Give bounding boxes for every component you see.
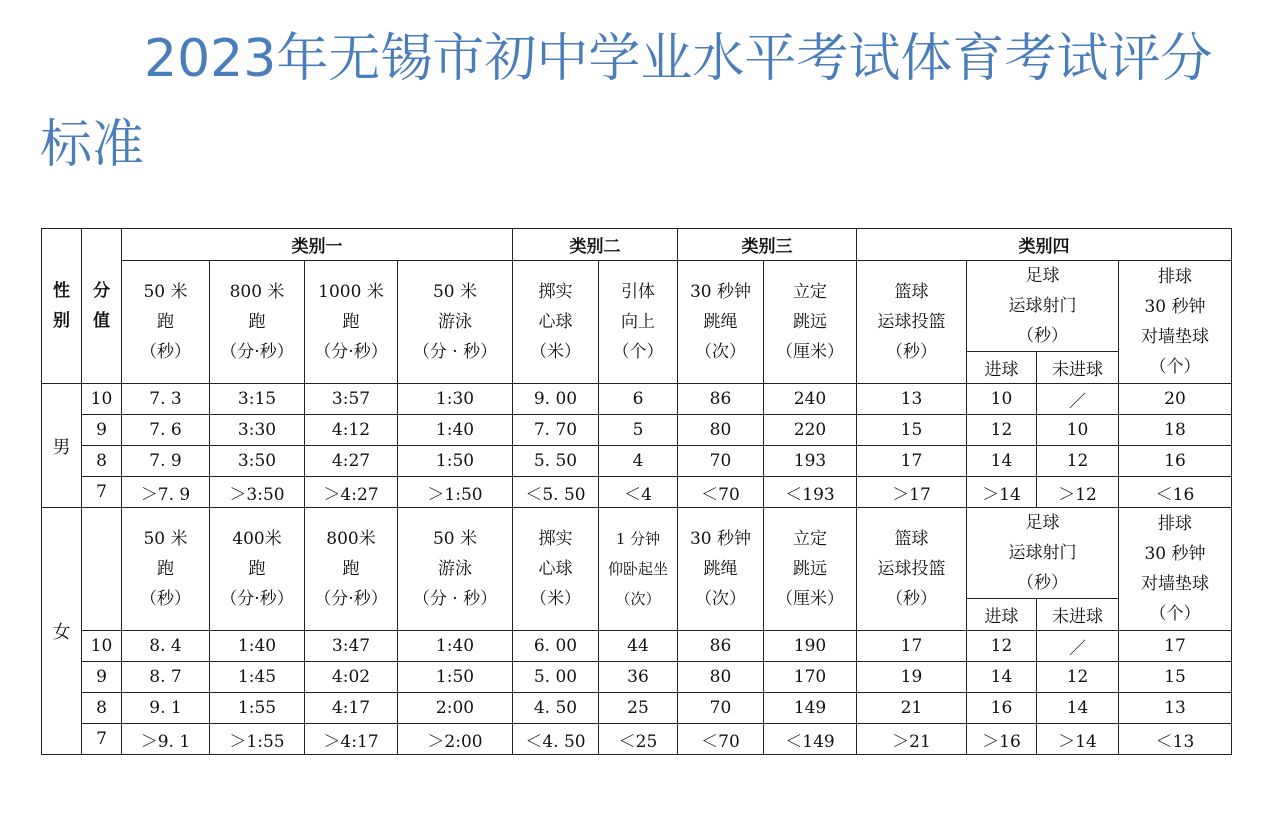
female-header-50m-swim [398, 508, 513, 631]
cell: 20 [1119, 384, 1232, 415]
cell: 1:40 [398, 631, 513, 662]
cell: 17 [1119, 631, 1232, 662]
hl: （秒） [886, 589, 937, 609]
cell: 7 [82, 724, 122, 755]
hl: 30 秒钟 [689, 529, 752, 549]
cell: 1:45 [210, 662, 305, 693]
category-2-header: 类别二 [513, 229, 678, 261]
cell: 8. 4 [122, 631, 210, 662]
hl: （分 · 秒） [412, 589, 498, 609]
hl: （厘米） [776, 342, 844, 362]
cell: ＞4:27 [305, 477, 398, 508]
hl: 运球射门 [1008, 296, 1077, 316]
cell: 4:12 [305, 415, 398, 446]
cell: ＜13 [1119, 724, 1232, 755]
cell: 80 [678, 662, 764, 693]
cell: 3:15 [210, 384, 305, 415]
cell: 220 [764, 415, 857, 446]
male-header-pull-up [599, 261, 678, 384]
hl: （分·秒） [314, 589, 388, 609]
hl: 掷实 [538, 529, 573, 549]
hl: （厘米） [776, 589, 844, 609]
cell: ＜70 [678, 724, 764, 755]
female-row-9 [42, 662, 1232, 693]
hl: （分 · 秒） [412, 342, 498, 362]
cell: ＞3:50 [210, 477, 305, 508]
cell: 7. 9 [122, 446, 210, 477]
female-header-50m-run [122, 508, 210, 631]
hl: 400米 [232, 529, 282, 549]
female-header-rope-skip [678, 508, 764, 631]
hl: 跳远 [793, 312, 827, 332]
cell: 70 [678, 693, 764, 724]
hl: 篮球 [894, 282, 929, 302]
cell: 240 [764, 384, 857, 415]
hl: （秒） [1017, 326, 1068, 346]
cell: ＜149 [764, 724, 857, 755]
cell: ＜4. 50 [513, 724, 599, 755]
hl: 排球 [1158, 514, 1192, 534]
header-score-2: 值 [93, 311, 110, 331]
cell: 7. 70 [513, 415, 599, 446]
header-gender-2: 别 [53, 311, 70, 331]
cell: 13 [857, 384, 967, 415]
hl: 游泳 [438, 559, 472, 579]
cell: 190 [764, 631, 857, 662]
cell: 5. 00 [513, 662, 599, 693]
cell: 86 [678, 631, 764, 662]
cell: 3:47 [305, 631, 398, 662]
hl: 30 秒钟 [689, 282, 752, 302]
cell: 14 [967, 446, 1037, 477]
header-score [82, 229, 122, 384]
female-header-sit-up [599, 508, 678, 631]
hl: 对墙垫球 [1141, 574, 1209, 594]
female-header-basketball [857, 508, 967, 631]
category-1-header: 类别一 [122, 229, 513, 261]
cell: 1:40 [398, 415, 513, 446]
hl: 心球 [538, 312, 573, 332]
hl: （秒） [886, 342, 937, 362]
hl: 50 米 [143, 282, 188, 302]
male-header-shot-ball [513, 261, 599, 384]
hl: 跑 [342, 312, 360, 332]
cell: 21 [857, 693, 967, 724]
cell: 13 [1119, 693, 1232, 724]
cell: ＞1:55 [210, 724, 305, 755]
cell: 9. 00 [513, 384, 599, 415]
hl: 跳绳 [703, 312, 738, 332]
hl: （米） [530, 589, 581, 609]
cell: ＜16 [1119, 477, 1232, 508]
cell: 1:50 [398, 662, 513, 693]
cell: ＞16 [967, 724, 1037, 755]
hl: 跑 [342, 559, 360, 579]
cell: ／ [1037, 384, 1119, 415]
cell: 12 [967, 631, 1037, 662]
hl: （分·秒） [314, 342, 388, 362]
cell: ＜4 [599, 477, 678, 508]
cell: 7 [82, 477, 122, 508]
gender-female: 女 [42, 508, 82, 755]
male-header-50m-run [122, 261, 210, 384]
cell: ＞14 [967, 477, 1037, 508]
cell: ＞2:00 [398, 724, 513, 755]
cell: 10 [82, 631, 122, 662]
cell: 7. 3 [122, 384, 210, 415]
cell: 18 [1119, 415, 1232, 446]
hl: 1 分钟 [615, 530, 661, 548]
hl: 掷实 [538, 282, 573, 302]
cell: 15 [1119, 662, 1232, 693]
hl: 向上 [621, 312, 655, 332]
hl: 800 米 [229, 282, 285, 302]
hl: 运球射门 [1008, 543, 1077, 563]
cell: 80 [678, 415, 764, 446]
female-row-7 [42, 724, 1232, 755]
cell: 5. 50 [513, 446, 599, 477]
hl: 心球 [538, 559, 573, 579]
male-header-rope-skip [678, 261, 764, 384]
female-header-football [967, 508, 1119, 599]
male-header-1000m-run [305, 261, 398, 384]
cell: 6 [599, 384, 678, 415]
header-score-1: 分 [93, 281, 110, 301]
cell: 10 [967, 384, 1037, 415]
cell: ＞17 [857, 477, 967, 508]
cell: 8 [82, 693, 122, 724]
hl: 跑 [248, 312, 266, 332]
hl: （个） [612, 342, 664, 362]
hl: （秒） [140, 342, 191, 362]
hl: 足球 [1025, 266, 1060, 286]
hl: （秒） [140, 589, 191, 609]
cell: 1:30 [398, 384, 513, 415]
cell: 16 [967, 693, 1037, 724]
cell: ＜193 [764, 477, 857, 508]
hl: 运球投篮 [877, 312, 946, 332]
cell: ＞21 [857, 724, 967, 755]
hl: 对墙垫球 [1141, 327, 1209, 347]
cell: 9 [82, 415, 122, 446]
cell: 19 [857, 662, 967, 693]
cell: ＜25 [599, 724, 678, 755]
cell: 5 [599, 415, 678, 446]
male-football-goal: 进球 [967, 352, 1037, 384]
cell: 14 [967, 662, 1037, 693]
cell: 15 [857, 415, 967, 446]
cell: 170 [764, 662, 857, 693]
male-row-7 [42, 477, 1232, 508]
cell: 44 [599, 631, 678, 662]
header-gender [42, 229, 82, 384]
cell: 193 [764, 446, 857, 477]
category-3-header: 类别三 [678, 229, 857, 261]
cell: ／ [1037, 631, 1119, 662]
cell: 12 [1037, 446, 1119, 477]
hl: （分·秒） [220, 589, 294, 609]
female-header-shot-ball [513, 508, 599, 631]
cell: 8 [82, 446, 122, 477]
cell: 8. 7 [122, 662, 210, 693]
cell: ＜5. 50 [513, 477, 599, 508]
cell: ＞12 [1037, 477, 1119, 508]
hl: （次） [695, 589, 746, 609]
female-football-miss: 未进球 [1037, 599, 1119, 631]
scoring-table [41, 228, 1232, 755]
cell: 17 [857, 631, 967, 662]
cell: 4:17 [305, 693, 398, 724]
cell: 149 [764, 693, 857, 724]
male-header-football [967, 261, 1119, 352]
cell: 1:40 [210, 631, 305, 662]
hl: （分·秒） [220, 342, 294, 362]
hl: 立定 [793, 529, 827, 549]
hl: （米） [530, 342, 581, 362]
cell: 9 [82, 662, 122, 693]
hl: 30 秒钟 [1144, 544, 1206, 564]
cell: 3:30 [210, 415, 305, 446]
hl: 引体 [621, 282, 655, 302]
gender-male: 男 [42, 384, 82, 508]
male-header-volleyball [1119, 261, 1232, 384]
hl: 跑 [157, 559, 174, 579]
cell: 86 [678, 384, 764, 415]
cell: 25 [599, 693, 678, 724]
cell: 4. 50 [513, 693, 599, 724]
hl: 运球投篮 [877, 559, 946, 579]
page-title: 2023年无锡市初中学业水平考试体育考试评分标准 [40, 29, 1213, 175]
hl: 排球 [1158, 267, 1192, 287]
female-row-10 [42, 631, 1232, 662]
male-header-long-jump [764, 261, 857, 384]
hl: 800米 [326, 529, 376, 549]
cell: ＞14 [1037, 724, 1119, 755]
cell: ＞7. 9 [122, 477, 210, 508]
hl: 50 米 [143, 529, 188, 549]
hl: （次） [615, 590, 661, 608]
cell: 70 [678, 446, 764, 477]
cell: 2:00 [398, 693, 513, 724]
hl: （个） [1149, 357, 1201, 377]
cell: ＜70 [678, 477, 764, 508]
hl: 30 秒钟 [1144, 297, 1206, 317]
cell: ＞4:17 [305, 724, 398, 755]
cell: 12 [1037, 662, 1119, 693]
hl: 50 米 [432, 282, 478, 302]
cell: 16 [1119, 446, 1232, 477]
male-header-50m-swim [398, 261, 513, 384]
cell: 12 [967, 415, 1037, 446]
category-4-header: 类别四 [857, 229, 1232, 261]
male-row-8 [42, 446, 1232, 477]
cell: 3:57 [305, 384, 398, 415]
female-football-goal: 进球 [967, 599, 1037, 631]
male-row-10 [42, 384, 1232, 415]
hl: 跑 [157, 312, 174, 332]
hl: 50 米 [432, 529, 478, 549]
hl: 仰卧起坐 [607, 560, 668, 578]
hl: （个） [1149, 604, 1201, 624]
hl: 跳远 [793, 559, 827, 579]
cell: 4:27 [305, 446, 398, 477]
cell: ＞9. 1 [122, 724, 210, 755]
hl: （秒） [1017, 573, 1068, 593]
cell: 36 [599, 662, 678, 693]
hl: 1000 米 [318, 282, 384, 302]
cell: 9. 1 [122, 693, 210, 724]
cell: 4:02 [305, 662, 398, 693]
cell: 7. 6 [122, 415, 210, 446]
hl: 游泳 [438, 312, 472, 332]
cell: 17 [857, 446, 967, 477]
cell: 1:55 [210, 693, 305, 724]
cell: 10 [82, 384, 122, 415]
male-header-basketball [857, 261, 967, 384]
female-header-score-blank [82, 508, 122, 631]
female-row-8 [42, 693, 1232, 724]
hl: （次） [695, 342, 746, 362]
female-header-400m-run [210, 508, 305, 631]
female-header-volleyball [1119, 508, 1232, 631]
hl: 跳绳 [703, 559, 738, 579]
cell: 14 [1037, 693, 1119, 724]
hl: 立定 [793, 282, 827, 302]
male-row-9 [42, 415, 1232, 446]
cell: 3:50 [210, 446, 305, 477]
female-header-800m-run [305, 508, 398, 631]
male-football-miss: 未进球 [1037, 352, 1119, 384]
cell: 6. 00 [513, 631, 599, 662]
cell: 4 [599, 446, 678, 477]
hl: 足球 [1025, 513, 1060, 533]
cell: 1:50 [398, 446, 513, 477]
male-header-800m-run [210, 261, 305, 384]
header-gender-1: 性 [53, 281, 70, 301]
hl: 篮球 [894, 529, 929, 549]
female-header-long-jump [764, 508, 857, 631]
cell: 10 [1037, 415, 1119, 446]
cell: ＞1:50 [398, 477, 513, 508]
hl: 跑 [248, 559, 266, 579]
